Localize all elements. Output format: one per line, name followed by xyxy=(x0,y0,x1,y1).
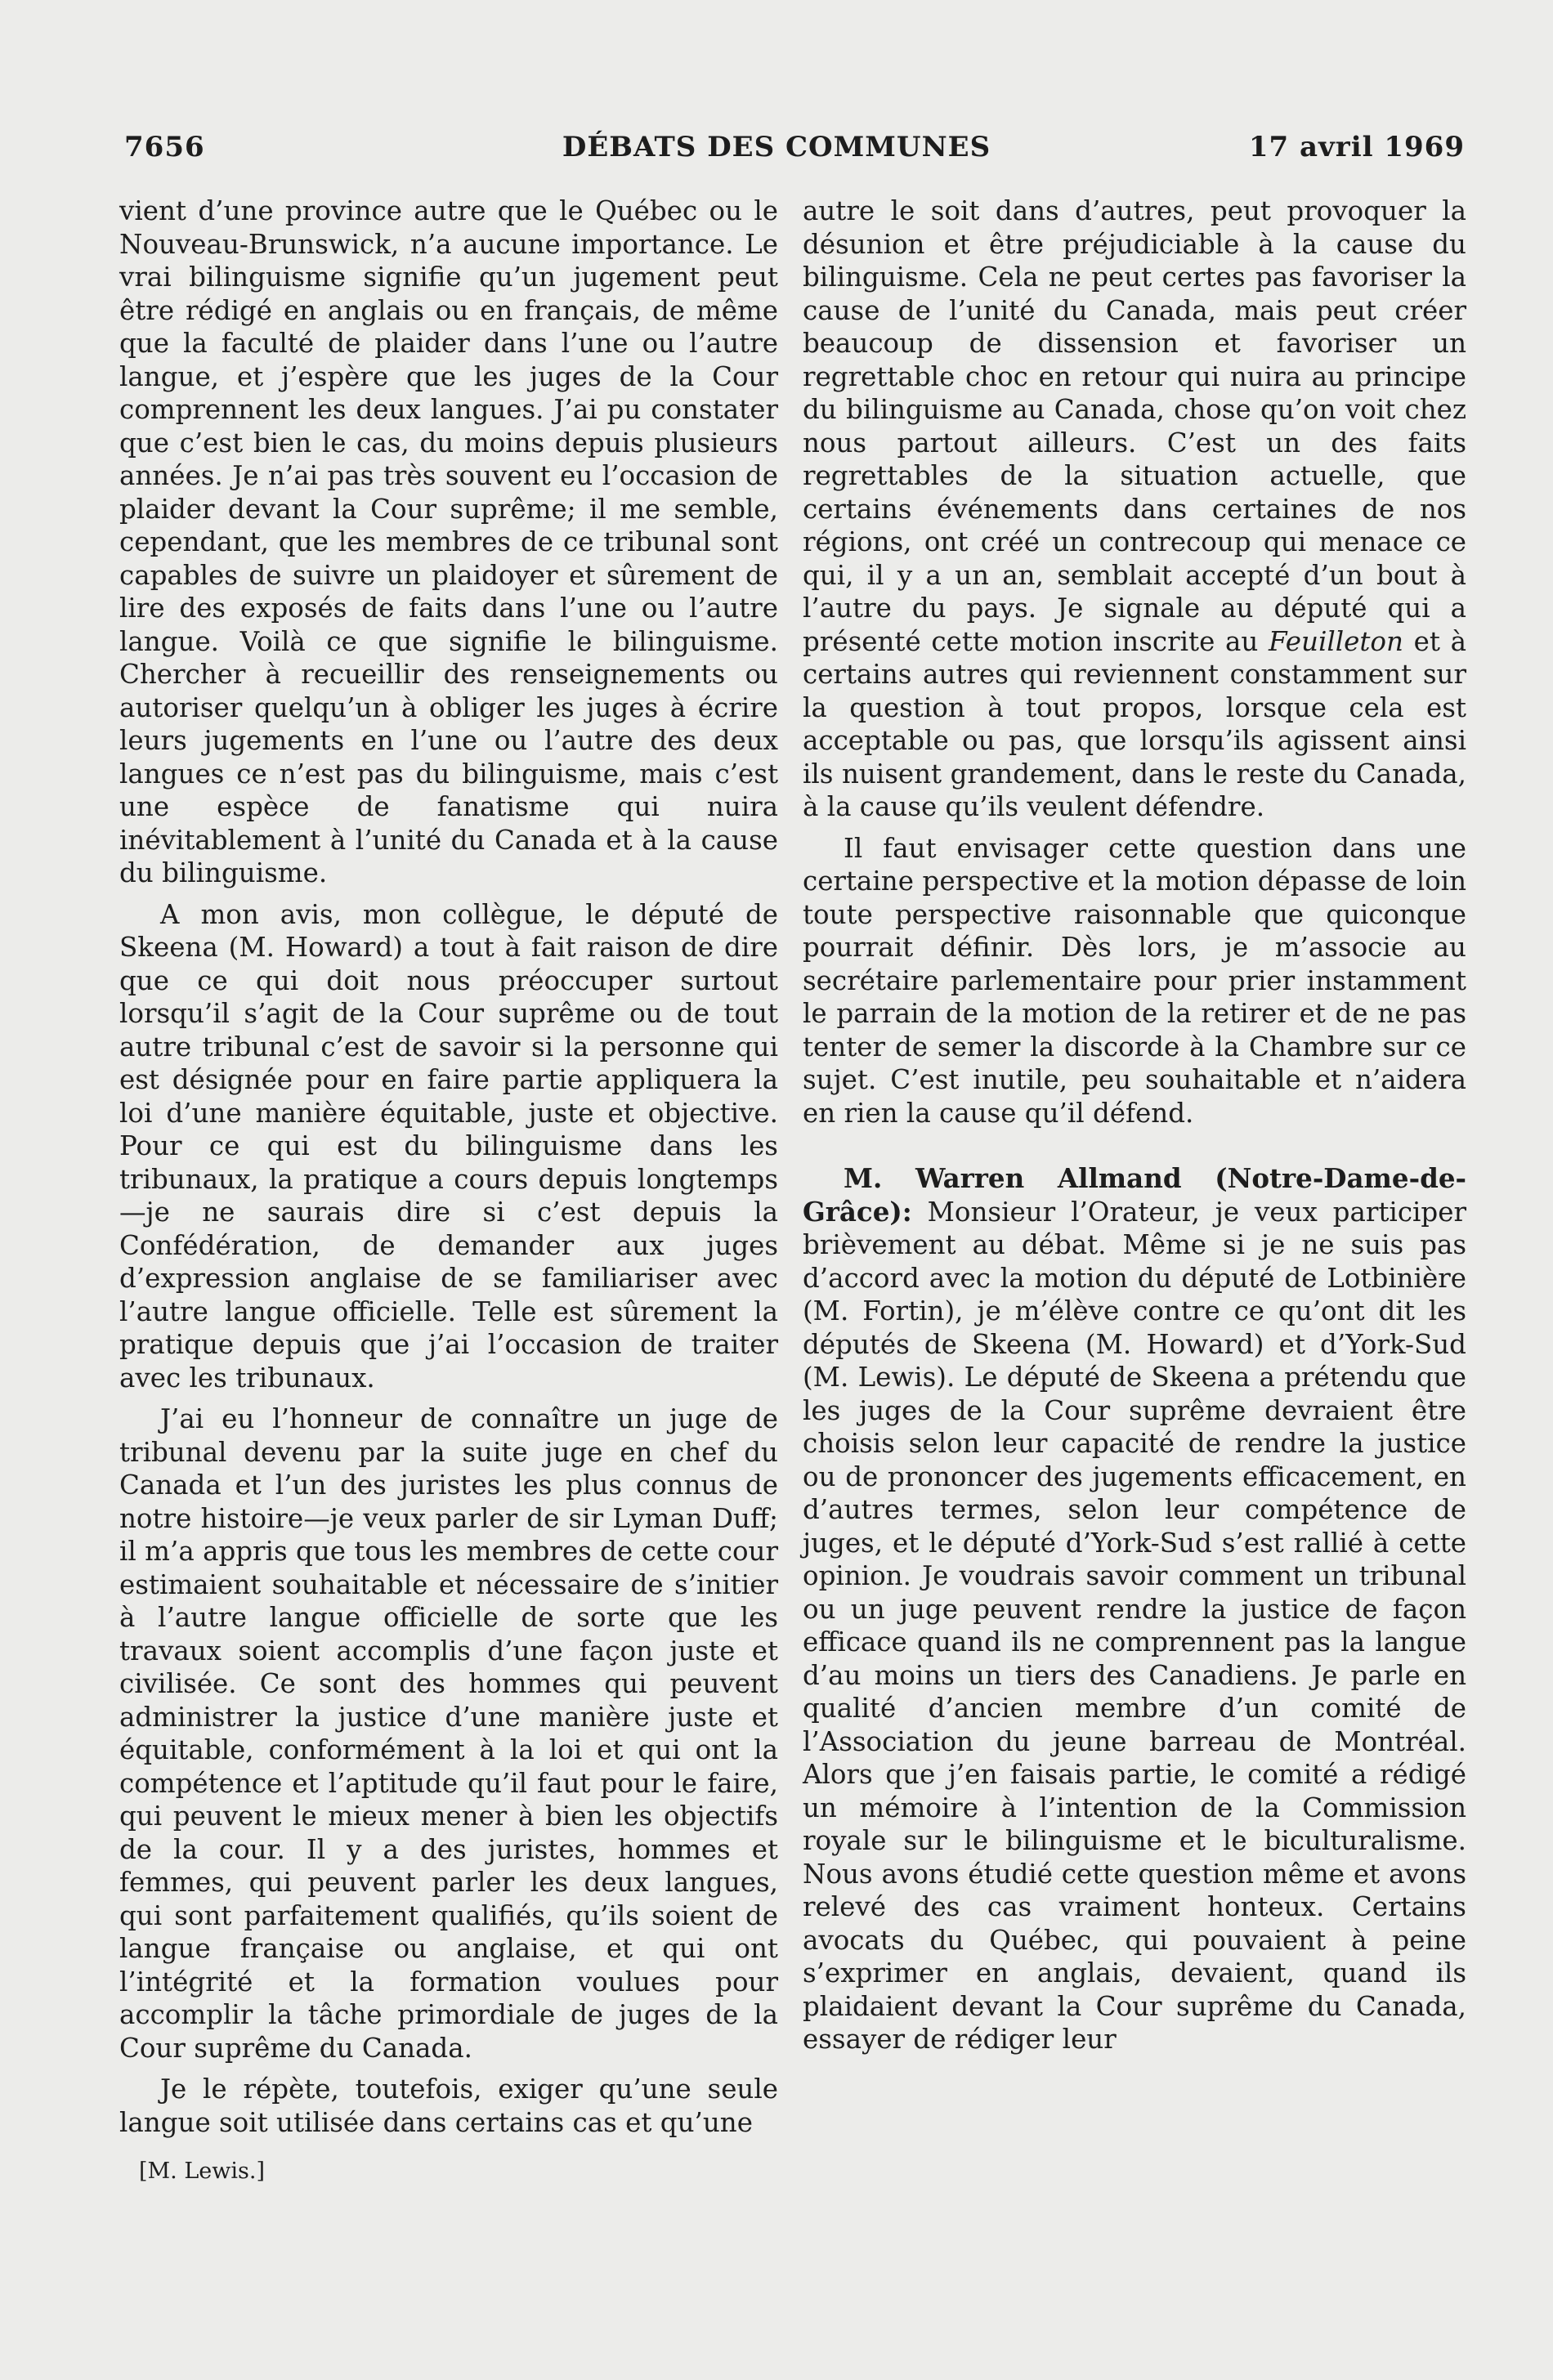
page-date: 17 avril 1969 xyxy=(1248,131,1465,163)
paragraph xyxy=(803,195,1466,824)
right-column xyxy=(803,195,1466,2065)
paragraph: A mon avis, mon collègue, le député de Skeena (M. Howard) a tout à fait raison de dire que ce qui doit nous préoccuper surtout lorsqu’il s’agit de la Cour suprême ou de tout autre tribunal c’est de savoir si la personne qui est désignée pour en faire partie appliquera la loi d’une manière équitable, juste et objective. Pour ce qui est du bilinguisme dans les tribunaux, la pratique a cours depuis longtemps—je ne saurais dire si c’est depuis la Confédération, de demander aux juges d’expression anglaise de se familiariser avec l’autre langue officielle. Telle est sûrement la pratique depuis que j’ai l’occasion de traiter avec les tribunaux. xyxy=(119,898,778,1394)
left-column xyxy=(119,195,778,2147)
page-header-title: DÉBATS DES COMMUNES xyxy=(562,131,991,163)
paragraph-text: et à certains autres qui reviennent constamment sur la question à tout propos, lorsque cela est acceptable ou pas, que lorsqu’ils agissent ainsi ils nuisent grandement, dans le reste du Canada, à la cause qu’ils veulent défendre. xyxy=(803,625,1466,822)
speaker-name: M. Warren Allmand (Notre-Dame-de-Grâce): xyxy=(803,1162,1466,1228)
page-number: 7656 xyxy=(124,131,205,163)
paragraph-text: autre le soit dans d’autres, peut provoquer la désunion et être préjudiciable à la cause du bilinguisme. Cela ne peut certes pas favoriser la cause de l’unité du Canada, mais peut créer beaucoup de dissension et favoriser un regrettable choc en retour qui nuira au principe du bilinguisme au Canada, chose qu’on voit chez nous partout ailleurs. C’est un des faits regrettables de la situation actuelle, que certains événements dans certaines de nos régions, ont créé un contrecoup qui menace ce qui, il y a un an, semblait accepté d’un bout à l’autre du pays. Je signale au député qui a présenté cette motion inscrite au xyxy=(803,195,1466,657)
paragraph: vient d’une province autre que le Québec ou le Nouveau-Brunswick, n’a aucune importance. Le vrai bilinguisme signifie qu’un jugement peut être rédigé en anglais ou en français, de même que la faculté de plaider dans l’une ou l’autre langue, et j’espère que les juges de la Cour comprennent les deux langues. J’ai pu constater que c’est bien le cas, du moins depuis plusieurs années. Je n’ai pas très souvent eu l’occasion de plaider devant la Cour suprême; il me semble, cependant, que les membres de ce tribunal sont capables de suivre un plaidoyer et sûrement de lire des exposés de faits dans l’une ou l’autre langue. Voilà ce que signifie le bilinguisme. Chercher à recueillir des renseignements ou autoriser quelqu’un à obliger les juges à écrire leurs jugements en l’une ou l’autre des deux langues ce n’est pas du bilinguisme, mais c’est une espèce de fanatisme qui nuira inévitablement à l’unité du Canada et à la cause du bilinguisme. xyxy=(119,195,778,888)
paragraph-text: Monsieur l’Orateur, je veux participer brièvement au débat. Même si je ne suis pas d’accord avec la motion du député de Lotbinière (M. Fortin), je m’élève contre ce qu’ont dit les députés de Skeena (M. Howard) et d’York-Sud (M. Lewis). Le député de Skeena a prétendu que les juges de la Cour suprême devraient être choisis selon leur capacité de rendre la justice ou de prononcer des jugements efficacement, en d’autres termes, selon leur compétence de juges, et le député d’York-Sud s’est rallié à cette opinion. Je voudrais savoir comment un tribunal ou un juge peuvent rendre la justice de façon efficace quand ils ne comprennent pas la langue d’au moins un tiers des Canadiens. Je parle en qualité d’ancien membre d’un comité de l’Association du jeune barreau de Montréal. Alors que j’en faisais partie, le comité a rédigé un mémoire à l’intention de la Commission royale sur le bilinguisme et le biculturalisme. Nous avons étudié cette question même et avons relevé des cas vraiment honteux. Certains avocats du Québec, qui pouvaient à peine s’exprimer en anglais, devaient, quand ils plaidaient devant la Cour suprême du Canada, essayer de rédiger leur xyxy=(803,1196,1466,2055)
speech-paragraph xyxy=(803,1162,1466,2056)
paragraph: Je le répète, toutefois, exiger qu’une seule langue soit utilisée dans certains cas et qu’une xyxy=(119,2074,778,2138)
speaker-footnote: [M. Lewis.] xyxy=(139,2159,265,2184)
paragraph: Il faut envisager cette question dans une certaine perspective et la motion dépasse de loin toute perspective raisonnable que quiconque pourrait définir. Dès lors, je m’associe au secrétaire parlementaire pour prier instamment le parrain de la motion de la retirer et de ne pas tenter de semer la discorde à la Chambre sur ce sujet. C’est inutile, peu souhaitable et n’aidera en rien la cause qu’il défend. xyxy=(803,832,1466,1129)
paragraph: J’ai eu l’honneur de connaître un juge de tribunal devenu par la suite juge en chef du Canada et l’un des juristes les plus connus de notre histoire—je veux parler de sir Lyman Duff; il m’a appris que tous les membres de cette cour estimaient souhaitable et nécessaire de s’initier à l’autre langue officielle de sorte que les travaux soient accomplis d’une façon juste et civilisée. Ce sont des hommes qui peuvent administrer la justice d’une manière juste et équitable, conformément à la loi et qui ont la compétence et l’aptitude qu’il faut pour le faire, qui peuvent le mieux mener à bien les objectifs de la cour. Il y a des juristes, hommes et femmes, qui peuvent parler les deux langues, qui sont parfaitement qualifiés, qu’ils soient de langue française ou anglaise, et qui ont l’intégrité et la formation voulues pour accomplir la tâche primordiale de juges de la Cour suprême du Canada. xyxy=(119,1403,778,2064)
italic-term: Feuilleton xyxy=(1269,625,1403,657)
